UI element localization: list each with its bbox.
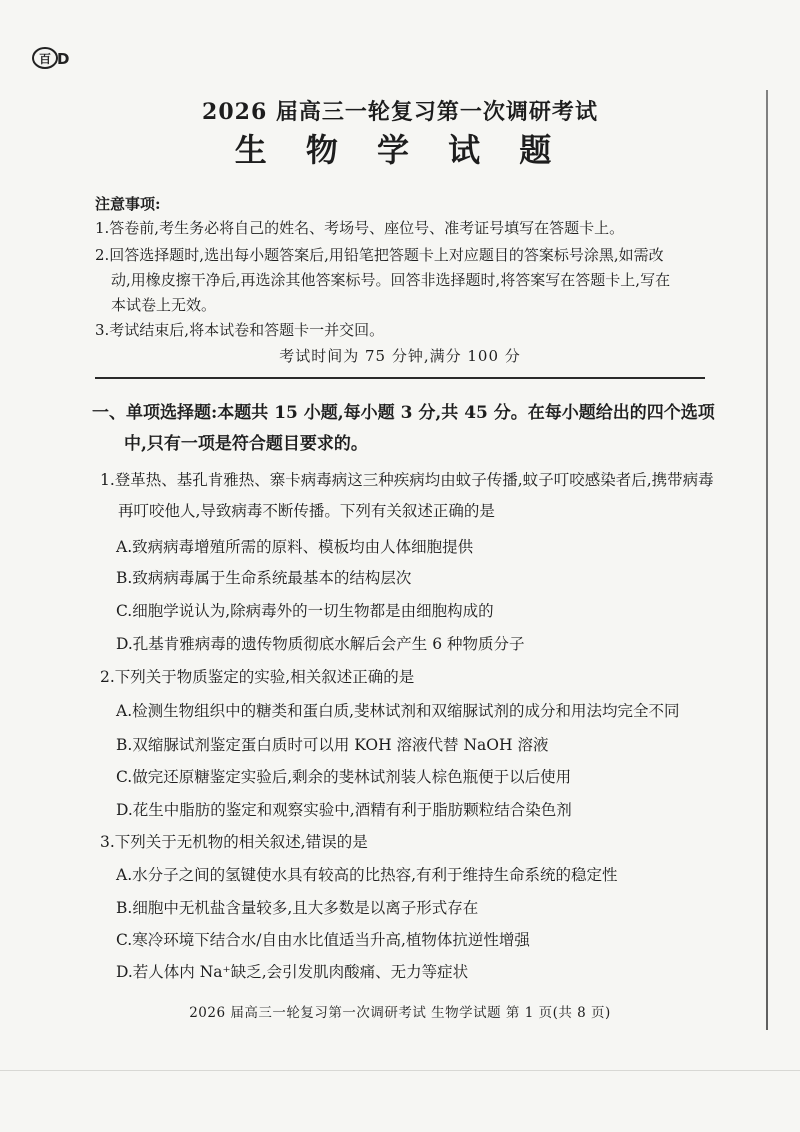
section-heading: 一、单项选择题:本题共 15 小题,每小题 3 分,共 45 分。在每小题给出的四个选项 [92,403,715,423]
question-1-option-c: C.细胞学说认为,除病毒外的一切生物都是由细胞构成的 [116,602,494,620]
exam-title: 2026 届高三一轮复习第一次调研考试 [202,99,598,125]
scan-edge-line [766,90,768,1030]
question-2-option-b: B.双缩脲试剂鉴定蛋白质时可以用 KOH 溶液代替 NaOH 溶液 [116,736,549,754]
question-3-option-c: C.寒冷环境下结合水/自由水比值适当升高,植物体抗逆性增强 [116,931,530,949]
note-line: 2.回答选择题时,选出每小题答案后,用铅笔把答题卡上对应题目的答案标号涂黑,如需改 [95,246,664,264]
question-1-option-d: D.孔基肯雅病毒的遗传物质彻底水解后会产生 6 种物质分子 [116,635,525,653]
question-1-stem: 1.登革热、基孔肯雅热、寨卡病毒病这三种疾病均由蚊子传播,蚊子叮咬感染者后,携带病毒 [100,471,714,489]
question-3-stem: 3.下列关于无机物的相关叙述,错误的是 [100,833,368,851]
question-2-option-a: A.检测生物组织中的糖类和蛋白质,斐林试剂和双缩脲试剂的成分和用法均完全不同 [116,702,680,720]
question-3-option-d: D.若人体内 Na⁺缺乏,会引发肌肉酸痛、无力等症状 [116,963,469,981]
notes-heading: 注意事项: [95,195,161,213]
question-2-option-d: D.花生中脂肪的鉴定和观察实验中,酒精有利于脂肪颗粒结合染色剂 [116,801,572,819]
exam-time-note: 考试时间为 75 分钟,满分 100 分 [279,347,521,365]
note-line: 3.考试结束后,将本试卷和答题卡一并交回。 [95,321,385,339]
svg-text:百: 百 [39,52,52,66]
subject-title: 生 物 学 试 题 [234,131,566,169]
section-heading-cont: 中,只有一项是符合题目要求的。 [124,434,368,454]
question-1-option-b: B.致病病毒属于生命系统最基本的结构层次 [116,569,412,587]
header-divider [95,377,705,379]
scan-bottom-edge [0,1070,800,1071]
question-1-stem-cont: 再叮咬他人,导致病毒不断传播。下列有关叙述正确的是 [118,502,495,520]
question-2-stem: 2.下列关于物质鉴定的实验,相关叙述正确的是 [100,668,415,686]
question-3-option-a: A.水分子之间的氢键使水具有较高的比热容,有利于维持生命系统的稳定性 [116,866,618,884]
svg-text:D: D [57,50,70,68]
note-line: 本试卷上无效。 [111,296,217,314]
note-line: 动,用橡皮擦干净后,再选涂其他答案标号。回答非选择题时,将答案写在答题卡上,写在 [111,271,671,289]
note-line: 1.答卷前,考生务必将自己的姓名、考场号、座位号、准考证号填写在答题卡上。 [95,219,625,237]
question-2-option-c: C.做完还原糖鉴定实验后,剩余的斐林试剂装人棕色瓶便于以后使用 [116,768,572,786]
question-3-option-b: B.细胞中无机盐含量较多,且大多数是以离子形式存在 [116,899,479,917]
publisher-logo [30,46,74,70]
question-1-option-a: A.致病病毒增殖所需的原料、模板均由人体细胞提供 [116,538,474,556]
page-footer: 2026 届高三一轮复习第一次调研考试 生物学试题 第 1 页(共 8 页) [189,1005,611,1021]
